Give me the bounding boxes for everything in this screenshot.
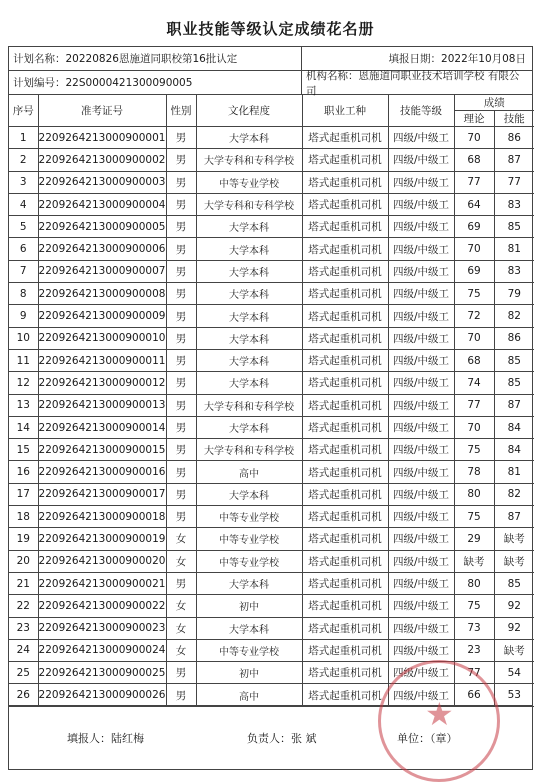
cell-seq: 16 <box>9 461 38 483</box>
cell-theory: 68 <box>454 349 494 371</box>
cell-theory: 70 <box>454 416 494 438</box>
cell-theory: 70 <box>454 327 494 349</box>
table-row <box>9 283 534 305</box>
cell-seq: 13 <box>9 394 38 416</box>
cell-theory: 64 <box>454 193 494 215</box>
cell-education: 大学本科 <box>196 372 302 394</box>
cell-skill: 54 <box>494 662 534 684</box>
cell-job: 塔式起重机司机 <box>302 394 388 416</box>
cell-job: 塔式起重机司机 <box>302 305 388 327</box>
cell-job: 塔式起重机司机 <box>302 639 388 661</box>
table-row <box>9 149 534 171</box>
cell-gender: 男 <box>166 439 196 461</box>
cell-skill: 83 <box>494 193 534 215</box>
cell-gender: 男 <box>166 327 196 349</box>
header-score: 成绩 <box>454 95 534 111</box>
cell-seq: 10 <box>9 327 38 349</box>
cell-seq: 17 <box>9 483 38 505</box>
cell-theory: 77 <box>454 394 494 416</box>
cell-job: 塔式起重机司机 <box>302 216 388 238</box>
footer <box>9 705 532 769</box>
cell-exam-id: 2209264213000900006 <box>38 238 166 260</box>
cell-exam-id: 2209264213000900020 <box>38 550 166 572</box>
cell-exam-id: 2209264213000900022 <box>38 595 166 617</box>
cell-seq: 15 <box>9 439 38 461</box>
cell-theory: 69 <box>454 216 494 238</box>
cell-skill: 86 <box>494 327 534 349</box>
cell-level: 四级/中级工 <box>388 260 454 282</box>
table-row <box>9 193 534 215</box>
cell-level: 四级/中级工 <box>388 349 454 371</box>
cell-skill: 缺考 <box>494 528 534 550</box>
cell-level: 四级/中级工 <box>388 572 454 594</box>
cell-exam-id: 2209264213000900008 <box>38 283 166 305</box>
table-row <box>9 617 534 639</box>
cell-skill: 缺考 <box>494 550 534 572</box>
filler-label: 填报人：陆红梅 <box>67 732 144 745</box>
cell-theory: 29 <box>454 528 494 550</box>
cell-skill: 92 <box>494 617 534 639</box>
cell-level: 四级/中级工 <box>388 305 454 327</box>
cell-gender: 男 <box>166 216 196 238</box>
cell-theory: 73 <box>454 617 494 639</box>
cell-exam-id: 2209264213000900001 <box>38 127 166 149</box>
cell-skill: 86 <box>494 127 534 149</box>
cell-seq: 7 <box>9 260 38 282</box>
cell-seq: 1 <box>9 127 38 149</box>
cell-exam-id: 2209264213000900007 <box>38 260 166 282</box>
cell-gender: 女 <box>166 617 196 639</box>
table-row <box>9 595 534 617</box>
header-education: 文化程度 <box>196 95 302 127</box>
header-theory: 理论 <box>454 111 494 127</box>
cell-skill: 87 <box>494 149 534 171</box>
cell-theory: 75 <box>454 283 494 305</box>
cell-job: 塔式起重机司机 <box>302 283 388 305</box>
cell-level: 四级/中级工 <box>388 193 454 215</box>
cell-exam-id: 2209264213000900018 <box>38 506 166 528</box>
cell-gender: 男 <box>166 238 196 260</box>
cell-job: 塔式起重机司机 <box>302 149 388 171</box>
cell-seq: 21 <box>9 572 38 594</box>
cell-seq: 6 <box>9 238 38 260</box>
cell-gender: 男 <box>166 572 196 594</box>
cell-level: 四级/中级工 <box>388 550 454 572</box>
cell-exam-id: 2209264213000900016 <box>38 461 166 483</box>
cell-education: 大学专科和专科学校 <box>196 439 302 461</box>
cell-skill: 82 <box>494 305 534 327</box>
cell-gender: 男 <box>166 461 196 483</box>
cell-theory: 72 <box>454 305 494 327</box>
table-row <box>9 238 534 260</box>
cell-level: 四级/中级工 <box>388 684 454 706</box>
cell-education: 高中 <box>196 684 302 706</box>
cell-job: 塔式起重机司机 <box>302 617 388 639</box>
cell-education: 大学本科 <box>196 216 302 238</box>
cell-gender: 男 <box>166 394 196 416</box>
cell-education: 大学本科 <box>196 572 302 594</box>
cell-exam-id: 2209264213000900012 <box>38 372 166 394</box>
table-row <box>9 327 534 349</box>
cell-level: 四级/中级工 <box>388 662 454 684</box>
cell-job: 塔式起重机司机 <box>302 483 388 505</box>
table-row <box>9 572 534 594</box>
cell-job: 塔式起重机司机 <box>302 416 388 438</box>
cell-job: 塔式起重机司机 <box>302 127 388 149</box>
cell-exam-id: 2209264213000900021 <box>38 572 166 594</box>
cell-job: 塔式起重机司机 <box>302 528 388 550</box>
cell-education: 初中 <box>196 595 302 617</box>
cell-seq: 24 <box>9 639 38 661</box>
cell-theory: 75 <box>454 506 494 528</box>
cell-skill: 92 <box>494 595 534 617</box>
cell-gender: 男 <box>166 662 196 684</box>
table-row <box>9 127 534 149</box>
cell-theory: 66 <box>454 684 494 706</box>
cell-education: 初中 <box>196 662 302 684</box>
cell-exam-id: 2209264213000900004 <box>38 193 166 215</box>
cell-skill: 87 <box>494 394 534 416</box>
cell-skill: 84 <box>494 439 534 461</box>
plan-name: 计划名称：20220826恩施道同职校第16批认定 <box>9 47 302 70</box>
cell-education: 大学专科和专科学校 <box>196 394 302 416</box>
cell-level: 四级/中级工 <box>388 394 454 416</box>
cell-skill: 87 <box>494 506 534 528</box>
header-skill: 技能 <box>494 111 534 127</box>
plan-code: 计划编号：22S0000421300090005 <box>9 71 302 94</box>
cell-gender: 男 <box>166 684 196 706</box>
unit-label: 单位：（章） <box>397 732 458 745</box>
header-exam-id: 准考证号 <box>38 95 166 127</box>
cell-seq: 14 <box>9 416 38 438</box>
cell-exam-id: 2209264213000900017 <box>38 483 166 505</box>
cell-seq: 26 <box>9 684 38 706</box>
cell-exam-id: 2209264213000900026 <box>38 684 166 706</box>
cell-level: 四级/中级工 <box>388 149 454 171</box>
table-row <box>9 639 534 661</box>
table-row <box>9 260 534 282</box>
institution-name: 机构名称：恩施道同职业技术培训学校 有限公司 <box>306 69 520 97</box>
cell-skill: 85 <box>494 372 534 394</box>
cell-exam-id: 2209264213000900025 <box>38 662 166 684</box>
cell-exam-id: 2209264213000900003 <box>38 171 166 193</box>
cell-exam-id: 2209264213000900010 <box>38 327 166 349</box>
cell-level: 四级/中级工 <box>388 639 454 661</box>
cell-job: 塔式起重机司机 <box>302 684 388 706</box>
table-row <box>9 461 534 483</box>
header-level: 技能等级 <box>388 95 454 127</box>
table-row <box>9 394 534 416</box>
cell-job: 塔式起重机司机 <box>302 349 388 371</box>
cell-level: 四级/中级工 <box>388 216 454 238</box>
table-row <box>9 439 534 461</box>
table-body <box>9 127 534 707</box>
cell-seq: 4 <box>9 193 38 215</box>
cell-education: 大学本科 <box>196 127 302 149</box>
cell-gender: 男 <box>166 483 196 505</box>
cell-job: 塔式起重机司机 <box>302 327 388 349</box>
cell-job: 塔式起重机司机 <box>302 439 388 461</box>
cell-gender: 男 <box>166 193 196 215</box>
cell-education: 大学本科 <box>196 617 302 639</box>
table-row <box>9 662 534 684</box>
cell-theory: 70 <box>454 238 494 260</box>
cell-job: 塔式起重机司机 <box>302 171 388 193</box>
cell-level: 四级/中级工 <box>388 283 454 305</box>
cell-exam-id: 2209264213000900011 <box>38 349 166 371</box>
cell-skill: 85 <box>494 572 534 594</box>
cell-theory: 68 <box>454 149 494 171</box>
cell-seq: 23 <box>9 617 38 639</box>
cell-education: 中等专业学校 <box>196 171 302 193</box>
cell-exam-id: 2209264213000900023 <box>38 617 166 639</box>
cell-exam-id: 2209264213000900015 <box>38 439 166 461</box>
header-job: 职业工种 <box>302 95 388 127</box>
cell-job: 塔式起重机司机 <box>302 550 388 572</box>
cell-education: 中等专业学校 <box>196 639 302 661</box>
cell-gender: 男 <box>166 260 196 282</box>
cell-skill: 79 <box>494 283 534 305</box>
cell-level: 四级/中级工 <box>388 595 454 617</box>
cell-seq: 12 <box>9 372 38 394</box>
cell-job: 塔式起重机司机 <box>302 572 388 594</box>
cell-education: 大学本科 <box>196 238 302 260</box>
cell-job: 塔式起重机司机 <box>302 506 388 528</box>
cell-skill: 81 <box>494 461 534 483</box>
cell-gender: 男 <box>166 506 196 528</box>
cell-skill: 85 <box>494 349 534 371</box>
cell-theory: 75 <box>454 439 494 461</box>
cell-exam-id: 2209264213000900013 <box>38 394 166 416</box>
cell-level: 四级/中级工 <box>388 483 454 505</box>
cell-education: 中等专业学校 <box>196 506 302 528</box>
table-row <box>9 483 534 505</box>
cell-exam-id: 2209264213000900005 <box>38 216 166 238</box>
table-row <box>9 171 534 193</box>
table-row <box>9 216 534 238</box>
cell-theory: 69 <box>454 260 494 282</box>
cell-exam-id: 2209264213000900014 <box>38 416 166 438</box>
page-title: 职业技能等级认定成绩花名册 <box>166 20 375 38</box>
cell-theory: 23 <box>454 639 494 661</box>
cell-gender: 女 <box>166 639 196 661</box>
cell-gender: 男 <box>166 372 196 394</box>
cell-level: 四级/中级工 <box>388 617 454 639</box>
table-row <box>9 349 534 371</box>
cell-level: 四级/中级工 <box>388 238 454 260</box>
roster-sheet <box>8 46 533 770</box>
cell-job: 塔式起重机司机 <box>302 461 388 483</box>
cell-skill: 缺考 <box>494 639 534 661</box>
cell-level: 四级/中级工 <box>388 416 454 438</box>
cell-exam-id: 2209264213000900024 <box>38 639 166 661</box>
info-row-2 <box>9 71 532 95</box>
table-row <box>9 684 534 706</box>
cell-gender: 男 <box>166 127 196 149</box>
header-seq: 序号 <box>9 95 38 127</box>
cell-job: 塔式起重机司机 <box>302 372 388 394</box>
cell-skill: 53 <box>494 684 534 706</box>
cell-theory: 77 <box>454 662 494 684</box>
cell-theory: 70 <box>454 127 494 149</box>
table-row <box>9 550 534 572</box>
cell-education: 大学本科 <box>196 283 302 305</box>
table-row <box>9 528 534 550</box>
cell-skill: 85 <box>494 216 534 238</box>
cell-skill: 81 <box>494 238 534 260</box>
cell-seq: 25 <box>9 662 38 684</box>
cell-theory: 77 <box>454 171 494 193</box>
cell-education: 大学本科 <box>196 260 302 282</box>
table-row <box>9 372 534 394</box>
cell-gender: 女 <box>166 550 196 572</box>
cell-exam-id: 2209264213000900002 <box>38 149 166 171</box>
cell-theory: 75 <box>454 595 494 617</box>
cell-education: 大学本科 <box>196 327 302 349</box>
cell-level: 四级/中级工 <box>388 461 454 483</box>
header-gender: 性别 <box>166 95 196 127</box>
cell-job: 塔式起重机司机 <box>302 260 388 282</box>
cell-theory: 78 <box>454 461 494 483</box>
cell-seq: 3 <box>9 171 38 193</box>
cell-job: 塔式起重机司机 <box>302 595 388 617</box>
cell-skill: 77 <box>494 171 534 193</box>
fill-date: 填报日期：2022年10月08日 <box>388 53 526 65</box>
cell-seq: 5 <box>9 216 38 238</box>
cell-education: 大学专科和专科学校 <box>196 193 302 215</box>
cell-level: 四级/中级工 <box>388 506 454 528</box>
cell-level: 四级/中级工 <box>388 127 454 149</box>
cell-level: 四级/中级工 <box>388 528 454 550</box>
table-row <box>9 305 534 327</box>
cell-job: 塔式起重机司机 <box>302 193 388 215</box>
cell-job: 塔式起重机司机 <box>302 662 388 684</box>
cell-level: 四级/中级工 <box>388 372 454 394</box>
cell-seq: 9 <box>9 305 38 327</box>
responsible-label: 负责人：张 斌 <box>247 732 317 745</box>
cell-seq: 20 <box>9 550 38 572</box>
cell-seq: 18 <box>9 506 38 528</box>
cell-level: 四级/中级工 <box>388 327 454 349</box>
cell-gender: 男 <box>166 283 196 305</box>
cell-education: 大学专科和专科学校 <box>196 149 302 171</box>
table-row <box>9 506 534 528</box>
cell-gender: 男 <box>166 349 196 371</box>
cell-education: 大学本科 <box>196 483 302 505</box>
cell-education: 大学本科 <box>196 349 302 371</box>
table-row <box>9 416 534 438</box>
cell-gender: 男 <box>166 305 196 327</box>
cell-gender: 男 <box>166 149 196 171</box>
cell-exam-id: 2209264213000900009 <box>38 305 166 327</box>
cell-seq: 22 <box>9 595 38 617</box>
cell-gender: 男 <box>166 171 196 193</box>
cell-education: 大学本科 <box>196 305 302 327</box>
cell-job: 塔式起重机司机 <box>302 238 388 260</box>
cell-level: 四级/中级工 <box>388 439 454 461</box>
cell-theory: 74 <box>454 372 494 394</box>
cell-gender: 男 <box>166 416 196 438</box>
cell-exam-id: 2209264213000900019 <box>38 528 166 550</box>
cell-seq: 19 <box>9 528 38 550</box>
cell-skill: 82 <box>494 483 534 505</box>
cell-skill: 83 <box>494 260 534 282</box>
cell-gender: 女 <box>166 595 196 617</box>
cell-education: 中等专业学校 <box>196 528 302 550</box>
cell-education: 中等专业学校 <box>196 550 302 572</box>
cell-theory: 缺考 <box>454 550 494 572</box>
cell-theory: 80 <box>454 572 494 594</box>
cell-theory: 80 <box>454 483 494 505</box>
cell-skill: 84 <box>494 416 534 438</box>
cell-education: 高中 <box>196 461 302 483</box>
cell-gender: 女 <box>166 528 196 550</box>
cell-seq: 11 <box>9 349 38 371</box>
cell-seq: 8 <box>9 283 38 305</box>
cell-level: 四级/中级工 <box>388 171 454 193</box>
cell-seq: 2 <box>9 149 38 171</box>
seal-star-icon: ★ <box>425 695 454 733</box>
score-table <box>9 95 534 707</box>
cell-education: 大学本科 <box>196 416 302 438</box>
